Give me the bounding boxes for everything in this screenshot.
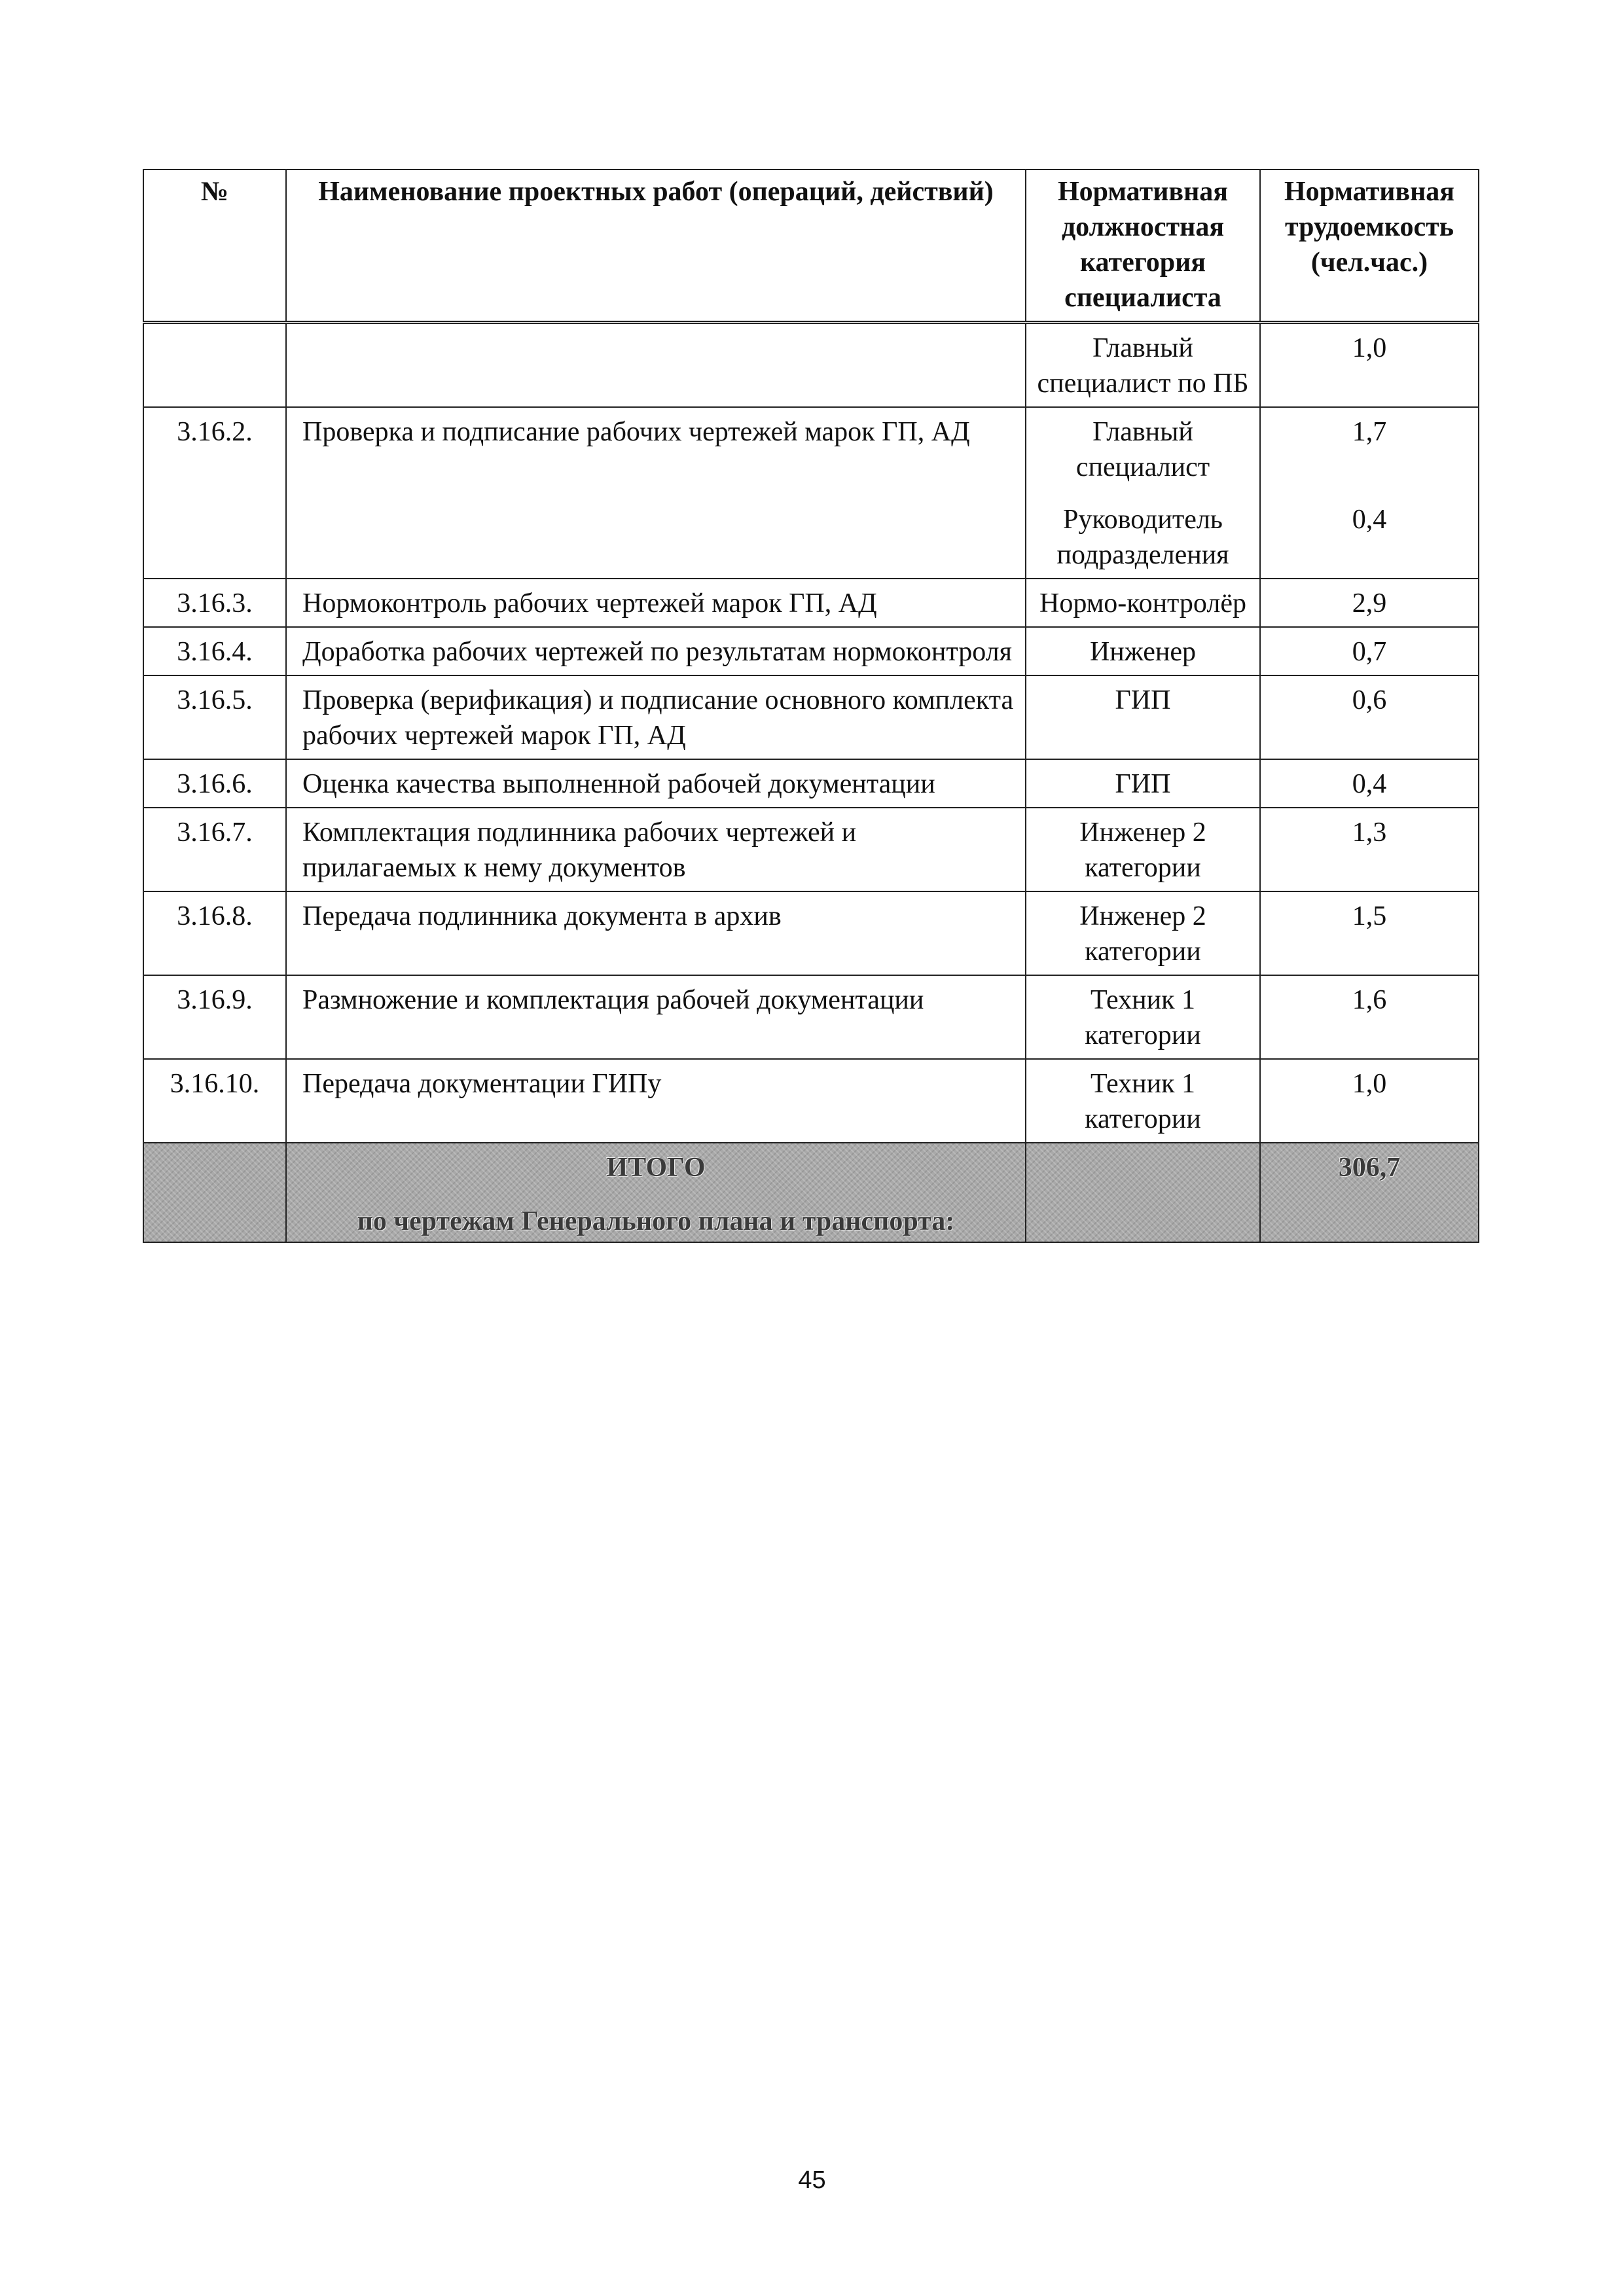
page-number: 45 bbox=[798, 2166, 826, 2194]
row-labor-cell bbox=[1260, 808, 1479, 891]
header-labor: Нормативная трудоемкость (чел.час.) bbox=[1260, 170, 1479, 323]
row-work-name: Доработка рабочих чертежей по результатам нормоконтроля bbox=[286, 627, 1026, 675]
row-labor-cell bbox=[1260, 579, 1479, 627]
table-row bbox=[143, 323, 1479, 408]
total-label-cell bbox=[286, 1143, 1026, 1242]
row-work-name: Передача документации ГИПу bbox=[286, 1059, 1026, 1143]
table-row bbox=[143, 891, 1479, 975]
labor-norms-table bbox=[143, 169, 1479, 1243]
total-category-cell bbox=[1026, 1143, 1260, 1242]
table-row bbox=[143, 675, 1479, 759]
specialist-category: Техник 1 категории bbox=[1085, 985, 1201, 1050]
row-category-cell bbox=[1026, 975, 1260, 1059]
labor-hours: 1,3 bbox=[1352, 817, 1387, 848]
table-row bbox=[143, 759, 1479, 808]
table-row bbox=[143, 808, 1479, 891]
row-labor-cell bbox=[1260, 1059, 1479, 1143]
total-value: 306,7 bbox=[1338, 1153, 1401, 1183]
row-category-cell bbox=[1026, 759, 1260, 808]
table-row bbox=[143, 407, 1479, 579]
row-work-name bbox=[286, 323, 1026, 408]
total-row bbox=[143, 1143, 1479, 1242]
row-labor-cell bbox=[1260, 759, 1479, 808]
row-labor-cell bbox=[1260, 675, 1479, 759]
row-number: 3.16.5. bbox=[143, 675, 286, 759]
total-value-cell bbox=[1260, 1143, 1479, 1242]
labor-hours: 1,0 bbox=[1352, 333, 1387, 363]
row-labor-cell bbox=[1260, 407, 1479, 579]
specialist-category: Инженер 2 категории bbox=[1079, 901, 1206, 967]
table-row bbox=[143, 1059, 1479, 1143]
row-work-name: Нормоконтроль рабочих чертежей марок ГП, АД bbox=[286, 579, 1026, 627]
specialist-category: Нормо-контролёр bbox=[1039, 588, 1246, 619]
labor-hours: 1,5 bbox=[1352, 901, 1387, 931]
row-number: 3.16.8. bbox=[143, 891, 286, 975]
row-labor-cell bbox=[1260, 891, 1479, 975]
labor-hours: 2,9 bbox=[1352, 588, 1387, 619]
total-title: ИТОГО bbox=[606, 1153, 706, 1183]
total-num-cell bbox=[143, 1143, 286, 1242]
table-row bbox=[143, 975, 1479, 1059]
row-category-cell bbox=[1026, 323, 1260, 408]
labor-hours: 0,6 bbox=[1352, 685, 1387, 715]
specialist-category: ГИП bbox=[1115, 769, 1171, 799]
row-number: 3.16.9. bbox=[143, 975, 286, 1059]
row-number: 3.16.3. bbox=[143, 579, 286, 627]
row-labor-cell bbox=[1260, 627, 1479, 675]
header-num: № bbox=[143, 170, 286, 323]
specialist-category: Инженер 2 категории bbox=[1079, 817, 1206, 883]
row-work-name: Размножение и комплектация рабочей документации bbox=[286, 975, 1026, 1059]
row-work-name: Оценка качества выполненной рабочей документации bbox=[286, 759, 1026, 808]
header-category: Нормативная должностная категория специалиста bbox=[1026, 170, 1260, 323]
labor-hours: 1,6 bbox=[1352, 985, 1387, 1015]
specialist-category: ГИП bbox=[1115, 685, 1171, 715]
table-row bbox=[143, 627, 1479, 675]
row-number: 3.16.6. bbox=[143, 759, 286, 808]
row-number: 3.16.10. bbox=[143, 1059, 286, 1143]
table-row bbox=[143, 579, 1479, 627]
labor-hours: 1,7 bbox=[1352, 417, 1387, 447]
row-category-cell bbox=[1026, 407, 1260, 579]
specialist-category: Главный специалист bbox=[1075, 417, 1210, 482]
labor-hours: 0,4 bbox=[1352, 769, 1387, 799]
row-labor-cell bbox=[1260, 323, 1479, 408]
specialist-category: Техник 1 категории bbox=[1085, 1069, 1201, 1134]
specialist-category: Главный специалист по ПБ bbox=[1037, 333, 1249, 399]
row-labor-cell bbox=[1260, 975, 1479, 1059]
row-work-name: Проверка (верификация) и подписание основного комплекта рабочих чертежей марок ГП, АД bbox=[286, 675, 1026, 759]
total-subtitle: по чертежам Генерального плана и транспорта: bbox=[357, 1206, 955, 1236]
row-category-cell bbox=[1026, 1059, 1260, 1143]
labor-hours: 0,7 bbox=[1352, 637, 1387, 667]
table-header-row bbox=[143, 170, 1479, 323]
labor-hours: 0,4 bbox=[1352, 505, 1387, 535]
table-body bbox=[143, 323, 1479, 1243]
specialist-category: Руководитель подразделения bbox=[1056, 505, 1229, 570]
header-name: Наименование проектных работ (операций, действий) bbox=[286, 170, 1026, 323]
row-number: 3.16.7. bbox=[143, 808, 286, 891]
row-category-cell bbox=[1026, 891, 1260, 975]
row-work-name: Проверка и подписание рабочих чертежей марок ГП, АД bbox=[286, 407, 1026, 579]
row-number bbox=[143, 323, 286, 408]
row-category-cell bbox=[1026, 808, 1260, 891]
specialist-category: Инженер bbox=[1089, 637, 1197, 667]
row-work-name: Передача подлинника документа в архив bbox=[286, 891, 1026, 975]
row-category-cell bbox=[1026, 675, 1260, 759]
labor-hours: 1,0 bbox=[1352, 1069, 1387, 1099]
row-number: 3.16.2. bbox=[143, 407, 286, 579]
row-category-cell bbox=[1026, 579, 1260, 627]
row-number: 3.16.4. bbox=[143, 627, 286, 675]
row-work-name: Комплектация подлинника рабочих чертежей и прилагаемых к нему документов bbox=[286, 808, 1026, 891]
row-category-cell bbox=[1026, 627, 1260, 675]
